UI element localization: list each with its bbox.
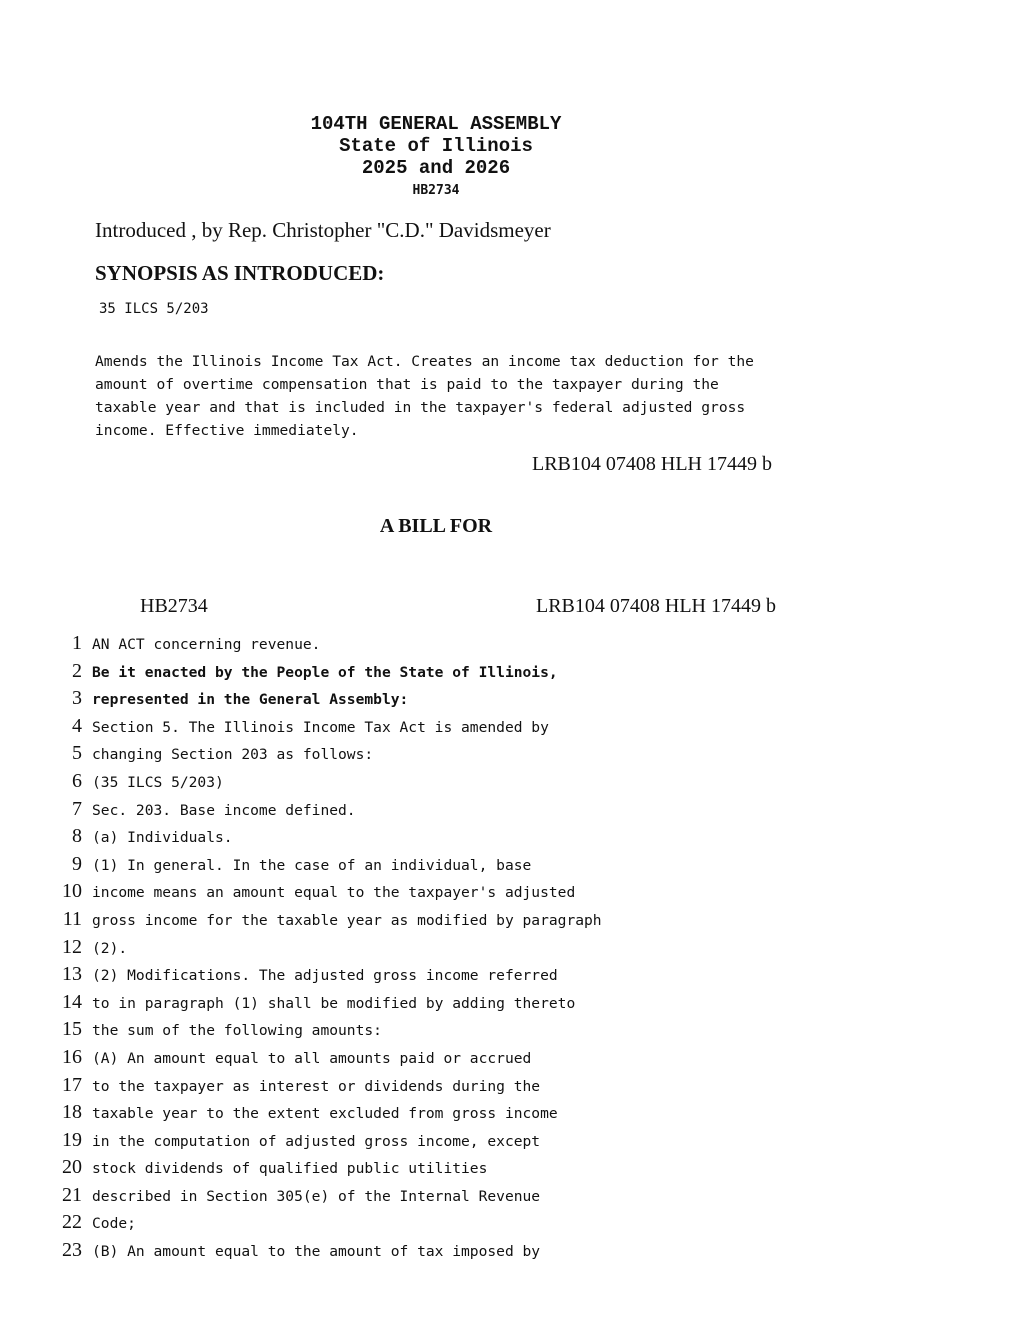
bill-line	[0, 713, 1024, 741]
bill-line	[0, 823, 1024, 851]
bill-line	[0, 989, 1024, 1017]
bill-line	[0, 740, 1024, 768]
bill-line	[0, 934, 1024, 962]
bill-line	[0, 1127, 1024, 1155]
bill-line	[0, 1072, 1024, 1100]
line-text: Sec. 203. Base income defined.	[92, 801, 356, 819]
running-header-bill: HB2734	[140, 595, 208, 617]
bill-line	[0, 1182, 1024, 1210]
line-text: gross income for the taxable year as modified by paragraph	[92, 911, 602, 929]
line-text: (2).	[92, 939, 128, 957]
state-title: State of Illinois	[339, 135, 533, 157]
introduced-by: Introduced , by Rep. Christopher "C.D." Davidsmeyer	[95, 218, 551, 242]
line-number: 20	[62, 1156, 82, 1179]
line-text: (1) In general. In the case of an individual, base	[92, 856, 532, 874]
line-number: 12	[62, 935, 82, 958]
line-number: 11	[62, 907, 82, 930]
line-number: 3	[72, 687, 82, 710]
line-number: 16	[62, 1045, 82, 1068]
line-text: to the taxpayer as interest or dividends during the	[92, 1077, 541, 1095]
synopsis-line: amount of overtime compensation that is paid to the taxpayer during the	[95, 376, 719, 393]
line-number: 2	[72, 659, 82, 682]
line-number: 6	[72, 769, 82, 792]
bill-line	[0, 630, 1024, 658]
bill-line	[0, 1044, 1024, 1072]
bill-line	[0, 658, 1024, 686]
bill-line	[0, 796, 1024, 824]
bill-line	[0, 1099, 1024, 1127]
line-number: 4	[72, 714, 82, 737]
line-number: 5	[72, 742, 82, 765]
line-number: 21	[62, 1183, 82, 1206]
line-text: the sum of the following amounts:	[92, 1022, 382, 1040]
synopsis-statute: 35 ILCS 5/203	[99, 301, 209, 317]
synopsis-line: income. Effective immediately.	[95, 422, 359, 439]
bill-text	[0, 630, 1024, 1265]
line-number: 17	[62, 1073, 82, 1096]
line-text: represented in the General Assembly:	[92, 691, 409, 709]
bill-line	[0, 1237, 1024, 1265]
line-text: (a) Individuals.	[92, 829, 233, 847]
line-text: to in paragraph (1) shall be modified by adding thereto	[92, 994, 576, 1012]
line-text: (2) Modifications. The adjusted gross income referred	[92, 967, 558, 985]
line-number: 9	[72, 852, 82, 875]
synopsis-lrb-number: LRB104 07408 HLH 17449 b	[532, 453, 772, 475]
line-text: Code;	[92, 1215, 136, 1233]
line-number: 23	[62, 1239, 82, 1262]
line-text: income means an amount equal to the taxpayer's adjusted	[92, 884, 576, 902]
line-text: taxable year to the extent excluded from gross income	[92, 1105, 558, 1123]
line-text: (35 ILCS 5/203)	[92, 773, 224, 791]
line-number: 10	[62, 880, 82, 903]
running-header-lrb: LRB104 07408 HLH 17449 b	[536, 595, 776, 617]
line-number: 1	[72, 632, 82, 654]
bill-line	[0, 906, 1024, 934]
line-text: (B) An amount equal to the amount of tax imposed by	[92, 1243, 541, 1261]
assembly-title: 104TH GENERAL ASSEMBLY	[310, 113, 562, 135]
bill-line	[0, 685, 1024, 713]
line-number: 14	[62, 990, 82, 1013]
line-number: 22	[62, 1211, 82, 1234]
line-number: 8	[72, 825, 82, 848]
line-text: AN ACT concerning revenue.	[92, 636, 321, 653]
line-text: stock dividends of qualified public utilities	[92, 1160, 488, 1178]
bill-line	[0, 878, 1024, 906]
line-text: (A) An amount equal to all amounts paid or accrued	[92, 1049, 532, 1067]
bill-line	[0, 961, 1024, 989]
synopsis-line: Amends the Illinois Income Tax Act. Creates an income tax deduction for the	[95, 353, 754, 370]
bill-line	[0, 1209, 1024, 1237]
line-number: 19	[62, 1128, 82, 1151]
synopsis-text	[95, 350, 795, 442]
bill-line	[0, 1016, 1024, 1044]
bill-number: HB2734	[412, 183, 460, 198]
bill-for-heading: A BILL FOR	[379, 515, 493, 537]
line-number: 15	[62, 1018, 82, 1041]
line-text: Be it enacted by the People of the State of Illinois,	[92, 663, 558, 681]
bill-line	[0, 768, 1024, 796]
synopsis-line: taxable year and that is included in the taxpayer's federal adjusted gross	[95, 399, 746, 416]
bill-line	[0, 1154, 1024, 1182]
line-text: in the computation of adjusted gross income, except	[92, 1132, 541, 1150]
line-text: changing Section 203 as follows:	[92, 746, 374, 764]
line-number: 13	[62, 963, 82, 986]
running-header	[0, 595, 1024, 621]
line-text: described in Section 305(e) of the Internal Revenue	[92, 1187, 541, 1205]
line-number: 18	[62, 1101, 82, 1124]
bill-line	[0, 851, 1024, 879]
line-text: Section 5. The Illinois Income Tax Act is amended by	[92, 718, 549, 736]
line-number: 7	[72, 797, 82, 820]
session-years: 2025 and 2026	[361, 157, 511, 179]
synopsis-title: SYNOPSIS AS INTRODUCED:	[95, 261, 385, 285]
